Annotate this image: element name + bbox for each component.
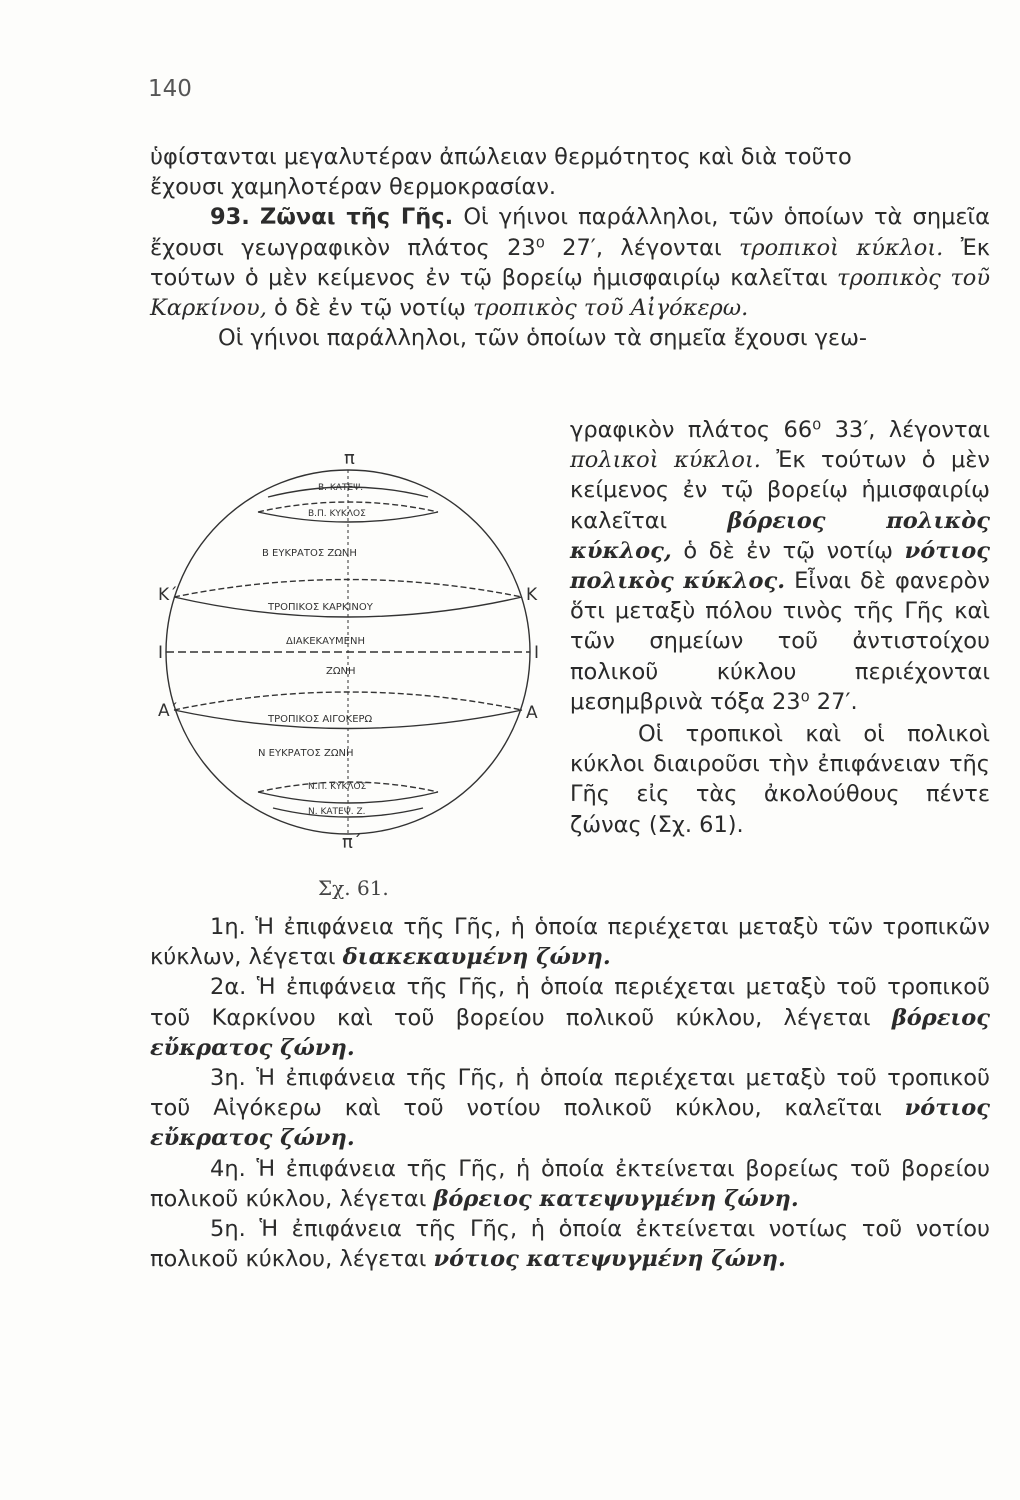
pole-top-label: π (344, 448, 355, 469)
zones-intro: Οἱ τροπικοὶ καὶ οἱ πολικοὶ κύκλοι διαιροῦσι τὴν ἐπιφάνειαν τῆς Γῆς εἰς τὰς ἀκολούθους πέντε ζώνας (Σχ. 61). (570, 721, 990, 838)
zone-item (150, 972, 990, 1063)
zone-item (150, 1214, 990, 1274)
zone-torrid-2: ΖΩΝΗ (326, 666, 356, 677)
term-south-polar: νότιος πολικὸς κύκλος. (570, 537, 990, 595)
zone-north-frigid: Β. ΚΑΤΕΨ. (318, 483, 364, 493)
section-text-b: Ἐκ τούτων ὁ μὲν κείμενος ἐν τῷ βορείῳ ἡμισφαιρίῳ καλεῖται (150, 234, 991, 291)
polar-text-d: Εἶναι δὲ φανερὸν ὅτι μεταξὺ πόλου τινὸς τῆς Γῆς καὶ τῶν σημείων τοῦ ἀντιστοίχου πολικοῦ κύκλου περιέχονται μεσημβρινὰ τόξα 23⁰ 27′. (570, 568, 991, 715)
zone-term: νότιος εὔκρατος ζώνη. (150, 1095, 990, 1152)
polar-text-c: ὁ δὲ ἐν τῷ νοτίῳ (683, 537, 893, 564)
polar-first-line: Οἱ γήινοι παράλληλοι, τῶν ὁποίων τὰ σημεῖα ἔχουσι γεω- (218, 325, 868, 352)
zone-tropic-cancer: ΤΡΟΠΙΚΟΣ ΚΑΡΚΙΝΟΥ (268, 602, 373, 613)
term-tropic-capricorn: τροπικὸς τοῦ Αἰγόκερω. (472, 295, 749, 322)
zone-number: 4η. (210, 1155, 246, 1182)
term-tropic-cancer: τροπικὸς τοῦ Καρκίνου, (150, 264, 990, 322)
zone-term: νότιος κατεψυγμένη ζώνη. (433, 1246, 786, 1273)
zone-term: διακεκαυμένη ζώνη. (342, 944, 611, 971)
zone-item (150, 1154, 990, 1214)
left-label-k: Κ΄ (158, 585, 178, 605)
zone-north-temperate: Β ΕΥΚΡΑΤΟΣ ΖΩΝΗ (262, 548, 357, 559)
zone-number: 1η. (210, 914, 246, 940)
para1-line2: ἔχουσι χαμηλοτέραν θερμοκρασίαν. (150, 174, 557, 201)
zone-south-temperate: Ν ΕΥΚΡΑΤΟΣ ΖΩΝΗ (258, 748, 354, 759)
term-polar-circles: πολικοὶ κύκλοι. (570, 447, 761, 474)
term-north-polar: βόρειος πολικὸς κύκλος, (570, 507, 991, 564)
zone-term: βόρειος εὔκρατος ζώνη. (150, 1004, 990, 1061)
left-label-i: Ι (158, 643, 164, 663)
polar-paragraph (570, 415, 990, 717)
polar-text-b: Ἐκ τούτων ὁ μὲν κείμενος ἐν τῷ βορείῳ ἡμισφαιρίῳ καλεῖται (570, 447, 991, 534)
text-right-column (570, 415, 990, 840)
zone-term: βόρειος κατεψυγμένη ζώνη. (433, 1185, 799, 1212)
zone-south-frigid: Ν. ΚΑΤΕΨ. Ζ. (308, 807, 366, 817)
tropic-cancer-back (174, 580, 522, 598)
right-label-a: Α (526, 703, 538, 723)
figure-caption: Σχ. 61. (318, 876, 389, 900)
figure-earth-zones (158, 448, 540, 853)
zone-torrid-1: ΔΙΑΚΕΚΑΥΜΕΝΗ (286, 636, 365, 647)
zone-text: Ἡ ἐπιφάνεια τῆς Γῆς, ἡ ὁποία ἐκτείνεται νοτίως τοῦ νοτίου πολικοῦ κύκλου, λέγεται (150, 1216, 990, 1273)
zone-number: 5η. (210, 1216, 246, 1243)
section-93 (150, 202, 990, 323)
zone-text: Ἡ ἐπιφάνεια τῆς Γῆς, ἡ ὁποία περιέχεται μεταξὺ τοῦ τροπικοῦ τοῦ Καρκίνου καὶ τοῦ βορείου πολικοῦ κύκλου, λέγεται (150, 974, 990, 1031)
section-text-c: ὁ δὲ ἐν τῷ νοτίῳ (274, 295, 466, 322)
para1-line1: ὑφίστανται μεγαλυτέραν ἀπώλειαν θερμότητος καὶ διὰ τοῦτο (150, 144, 852, 170)
zone-text: Ἡ ἐπιφάνεια τῆς Γῆς, ἡ ὁποία ἐκτείνεται βορείως τοῦ βορείου πολικοῦ κύκλου, λέγεται (150, 1155, 990, 1212)
right-label-k: Κ (526, 585, 538, 605)
text-top (150, 142, 990, 353)
section-number: 93. (210, 204, 250, 231)
page-number: 140 (148, 76, 192, 102)
polar-text-a: γραφικὸν πλάτος 66⁰ 33′, λέγονται (570, 417, 990, 443)
left-label-a: Α΄ (158, 701, 179, 721)
right-label-i: Ι (534, 643, 540, 663)
zone-text: Ἡ ἐπιφάνεια τῆς Γῆς, ἡ ὁποία περιέχεται μεταξὺ τῶν τροπικῶν κύκλων, λέγεται (150, 914, 990, 971)
section-heading: Ζῶναι τῆς Γῆς. (260, 204, 454, 231)
zone-north-polar: Β.Π. ΚΥΚΛΟΣ (308, 509, 366, 519)
zones-list (150, 912, 990, 1274)
zone-item (150, 1063, 990, 1154)
pole-bottom-label: π΄ (342, 832, 362, 853)
zone-number: 3η. (210, 1065, 246, 1092)
zone-text: Ἡ ἐπιφάνεια τῆς Γῆς, ἡ ὁποία περιέχεται μεταξὺ τοῦ τροπικοῦ τοῦ Αἰγόκερω καὶ τοῦ νοτίου πολικοῦ κύκλου, καλεῖται (150, 1065, 990, 1122)
section-text-a: Οἱ γήινοι παράλληλοι, τῶν ὁποίων τὰ σημεῖα ἔχουσι γεωγραφικὸν πλάτος 23⁰ 27′, λέγονται (150, 204, 991, 261)
zone-tropic-capricorn: ΤΡΟΠΙΚΟΣ ΑΙΓΟΚΕΡΩ (268, 714, 373, 725)
zone-number: 2α. (210, 974, 247, 1001)
zone-item (150, 912, 990, 972)
term-tropic-circles: τροπικοὶ κύκλοι. (738, 234, 944, 261)
zone-south-polar: Ν.Π. ΚΥΚΛΟΣ (308, 782, 367, 792)
